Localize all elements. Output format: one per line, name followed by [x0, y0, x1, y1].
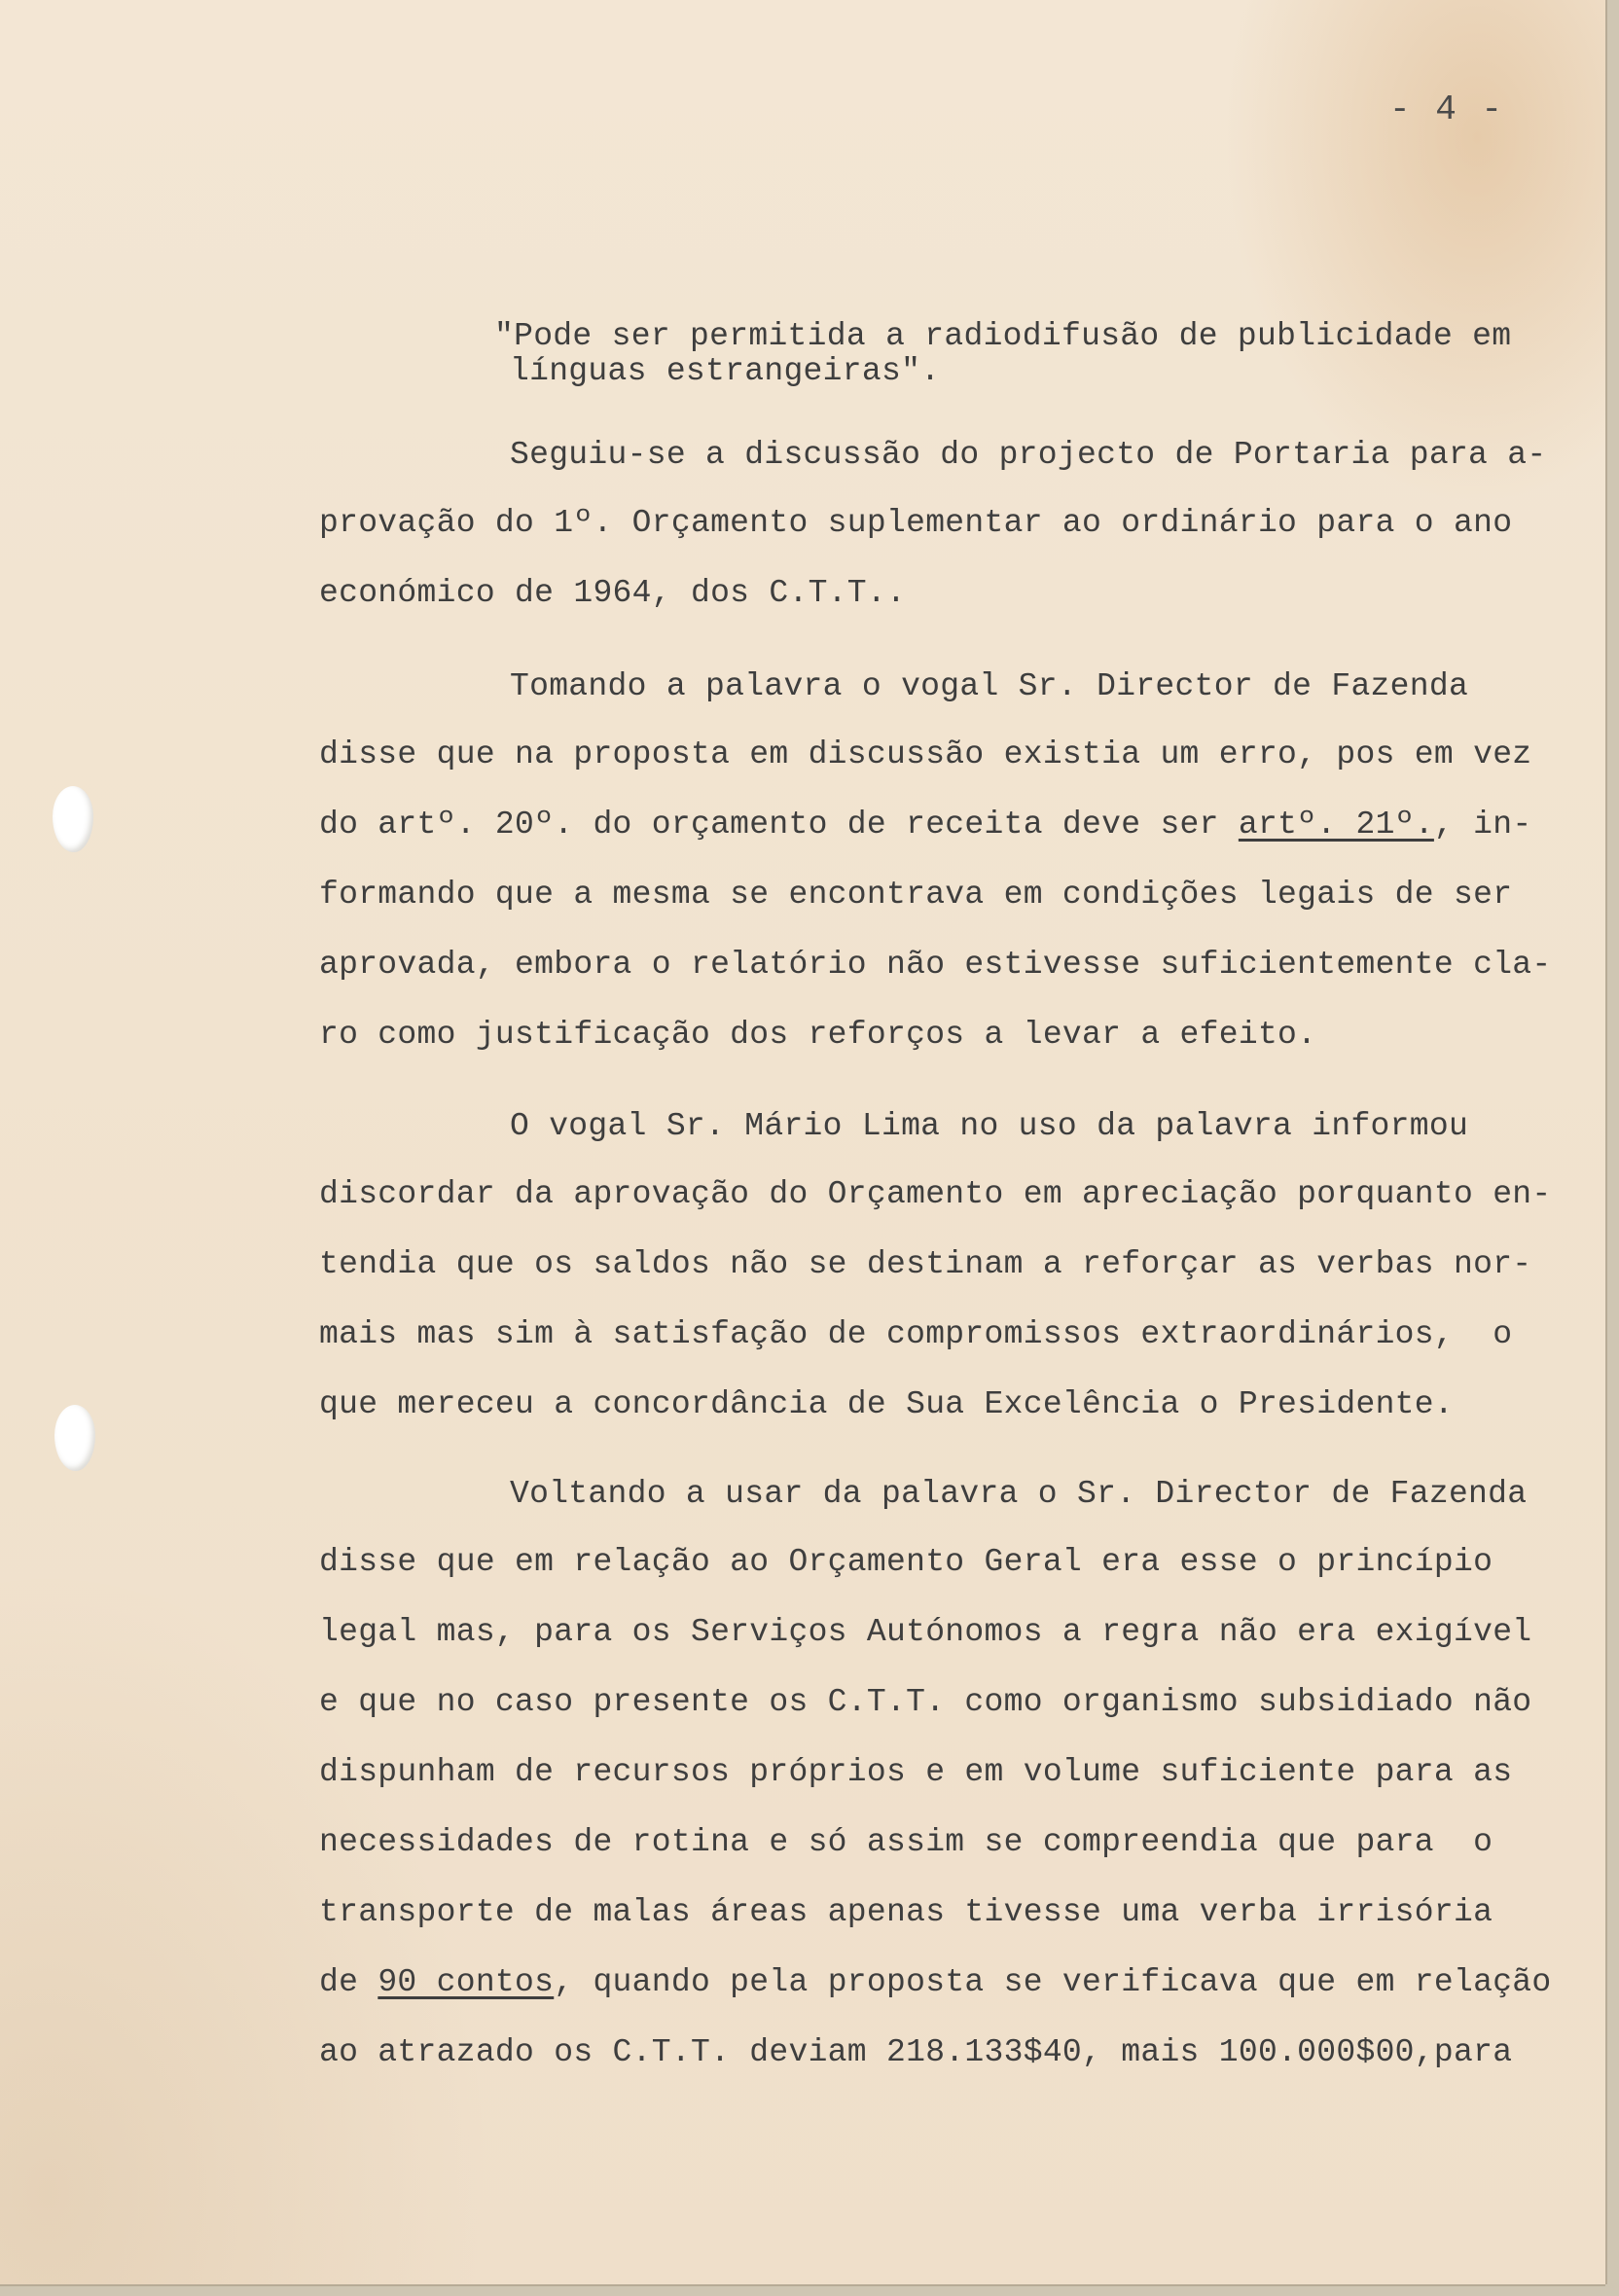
- paragraph-2: [319, 436, 1547, 616]
- text-line: [319, 1963, 1552, 2002]
- text-line: ao atrazado os C.T.T. deviam 218.133$40, mais 100.000$00,para: [319, 2034, 1513, 2070]
- paragraph-5: [319, 1475, 1552, 2070]
- text-line: e que no caso presente os C.T.T. como organismo subsidiado não: [319, 1684, 1532, 1720]
- text-line: dispunham de recursos próprios e em volume suficiente para as: [319, 1754, 1513, 1790]
- text-span: , quando pela proposta se verificava que em relação: [554, 1964, 1552, 2000]
- text-line: discordar da aprovação do Orçamento em apreciação porquanto en-: [319, 1176, 1552, 1212]
- text-line: O vogal Sr. Mário Lima no uso da palavra informou: [510, 1108, 1469, 1144]
- text-line: aprovada, embora o relatório não estivesse suficientemente cla-: [319, 947, 1552, 983]
- text-line: provação do 1º. Orçamento suplementar ao ordinário para o ano: [319, 505, 1513, 541]
- paragraph-4: [319, 1107, 1552, 1422]
- paragraph-3: [319, 667, 1552, 1053]
- page-number: - 4 -: [1389, 90, 1505, 129]
- text-line: Seguiu-se a discussão do projecto de Portaria para a-: [510, 437, 1547, 473]
- text-line: que mereceu a concordância de Sua Excelência o Presidente.: [319, 1386, 1454, 1422]
- underlined-reference: artº. 21º.: [1238, 807, 1434, 843]
- text-line: transporte de malas áreas apenas tivesse uma verba irrisória: [319, 1894, 1493, 1930]
- text-line: legal mas, para os Serviços Autónomos a regra não era exigível: [319, 1614, 1532, 1650]
- text-line: tendia que os saldos não se destinam a reforçar as verbas nor-: [319, 1246, 1532, 1282]
- text-span: de: [319, 1964, 378, 2000]
- text-line: ro como justificação dos reforços a levar a efeito.: [319, 1017, 1317, 1053]
- text-line: disse que em relação ao Orçamento Geral era esse o princípio: [319, 1544, 1493, 1580]
- punch-hole-top: [53, 786, 93, 852]
- text-line: [319, 806, 1531, 844]
- text-span: do artº. 20º. do orçamento de receita deve ser: [319, 807, 1239, 843]
- text-span: , in-: [1433, 807, 1532, 843]
- text-line: económico de 1964, dos C.T.T..: [319, 575, 907, 611]
- text-line: "Pode ser permitida a radiodifusão de publicidade em: [494, 318, 1512, 354]
- text-line: Tomando a palavra o vogal Sr. Director de Fazenda: [510, 668, 1469, 704]
- text-line: disse que na proposta em discussão existia um erro, pos em vez: [319, 736, 1532, 772]
- punch-hole-bottom: [54, 1405, 95, 1471]
- text-line: mais mas sim à satisfação de compromissos extraordinários, o: [319, 1316, 1513, 1352]
- text-line: formando que a mesma se encontrava em condições legais de ser: [319, 877, 1513, 913]
- underlined-amount: 90 contos: [378, 1964, 555, 2000]
- text-line: línguas estrangeiras".: [510, 353, 941, 389]
- text-line: Voltando a usar da palavra o Sr. Director de Fazenda: [510, 1476, 1528, 1512]
- text-line: necessidades de rotina e só assim se compreendia que para o: [319, 1824, 1493, 1860]
